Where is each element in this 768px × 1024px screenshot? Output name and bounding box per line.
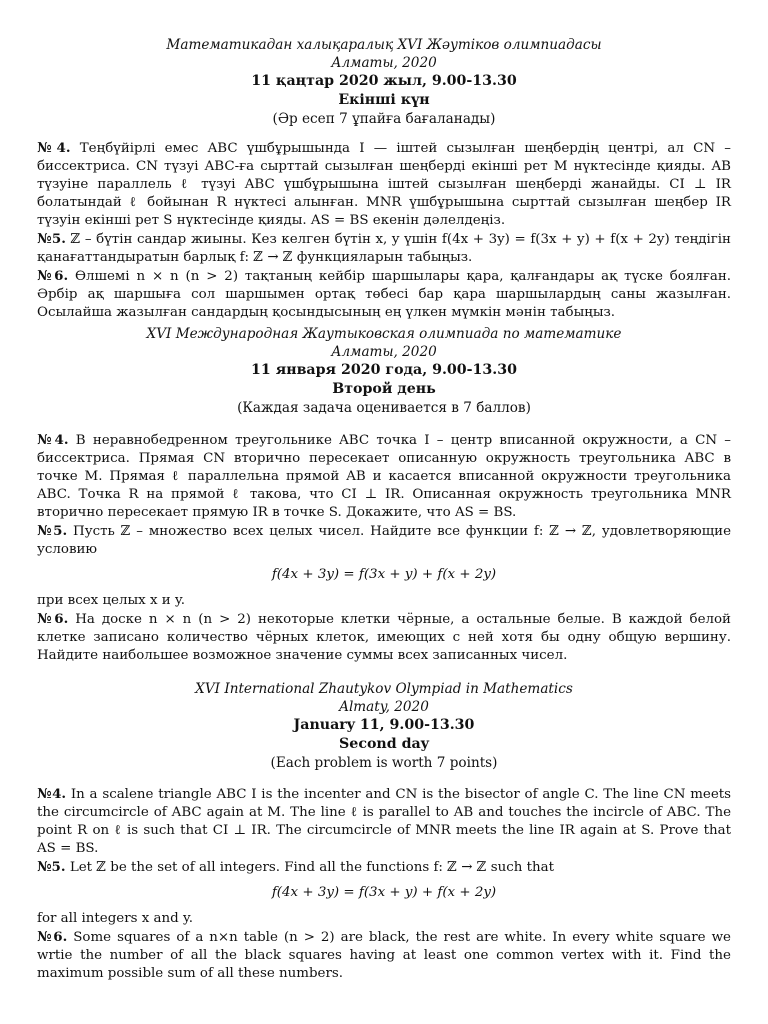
scoring-note: (Each problem is worth 7 points) bbox=[270, 755, 498, 771]
problem-number: №5. bbox=[37, 231, 66, 247]
olympiad-title: Математикадан халықаралық XVI Жәутіков олимпиадасы bbox=[166, 37, 602, 53]
problem-number: №5. bbox=[37, 523, 68, 539]
olympiad-title: XVI International Zhautykov Olympiad in Mathematics bbox=[195, 681, 573, 697]
page bbox=[37, 36, 731, 983]
problem-text: На доске n × n (n > 2) некоторые клетки чёрные, а остальные белые. В каждой белой клетке записано количество чёрных клеток, имеющих с ней хотя бы одну общую вершину. Найдите наибольшее возможное значение суммы всех записанных чисел. bbox=[37, 612, 731, 663]
problem-number: №4. bbox=[37, 432, 69, 448]
problem-text: Өлшемі n × n (n > 2) тақтаның кейбір шаршылары қара, қалғандары ақ түске боялған. Әрбір ақ шаршыға сол шаршымен ортақ төбесі бар қара шаршылардың саны жазылған. Осылайша жазылған сандардың қосындысының ең үлкен мүмкін мәнін табыңыз. bbox=[37, 269, 731, 320]
section-header bbox=[37, 325, 731, 418]
problem-number: №4. bbox=[37, 140, 71, 156]
problem-list bbox=[37, 785, 731, 983]
problem-4 bbox=[37, 431, 731, 522]
problem-5 bbox=[37, 858, 731, 877]
section-english bbox=[37, 680, 731, 983]
problem-4 bbox=[37, 785, 731, 858]
problem-number: №6. bbox=[37, 929, 68, 945]
problem-5 bbox=[37, 230, 731, 267]
location: Алматы, 2020 bbox=[331, 344, 437, 360]
problem-text: ℤ – бүтін сандар жиыны. Кез келген бүтін x, y үшін f(4x + 3y) = f(3x + y) + f(x + 2y) теңдігін қанағаттандыратын барлық f: ℤ → ℤ функцияларын табыңыз. bbox=[37, 232, 731, 265]
problem-number: №5. bbox=[37, 859, 66, 875]
problem-list bbox=[37, 139, 731, 322]
location: Almaty, 2020 bbox=[339, 699, 429, 715]
date-time: 11 қаңтар 2020 жыл, 9.00-13.30 bbox=[251, 73, 517, 89]
problem-text: В неравнобедренном треугольнике ABC точка I – центр вписанной окружности, а CN – биссектриса. Прямая CN вторично пересекает описанную окружность треугольника ABC в точке M. Прямая ℓ параллельна прямой AB и касается вписанной окружности треугольника ABC. Точка R на прямой ℓ такова, что CI ⊥ IR. Описанная окружность треугольника MNR вторично пересекает прямую IR в точке S. Докажите, что AS = BS. bbox=[37, 433, 732, 520]
problem-text: Теңбүйірлі емес ABC үшбұрышында I — іштей сызылған шеңбердің центрі, ал CN – биссектриса. CN түзуі ABC-ға сырттай сызылған шеңберді екінші рет M нүктесінде қияды. AB түзуіне параллель ℓ түзуі ABC үшбұрышына іштей сызылған шеңберді жанайды. CI ⊥ IR болатындай ℓ бойынан R нүктесі алынған. MNR үшбұрышына сырттай сызылған шеңбер IR түзуін екінші рет S нүктесінде қияды. AS = BS екенін дәлелдеңіз. bbox=[37, 141, 731, 228]
section-header bbox=[37, 680, 731, 773]
problem-6 bbox=[37, 928, 731, 983]
problem-5 bbox=[37, 522, 731, 559]
problem-4 bbox=[37, 139, 731, 230]
day-title: Second day bbox=[339, 736, 429, 752]
problem-text: Let ℤ be the set of all integers. Find all the functions f: ℤ → ℤ such that bbox=[69, 860, 554, 875]
scoring-note: (Каждая задача оценивается в 7 баллов) bbox=[237, 400, 531, 416]
problem-text: Some squares of a n×n table (n > 2) are black, the rest are white. In every white square we wrtie the number of all the black squares having at least one common vertex with it. Find the maximum possible sum of all these numbers. bbox=[37, 930, 731, 981]
problem-list bbox=[37, 431, 731, 665]
date-time: January 11, 9.00-13.30 bbox=[293, 717, 475, 733]
olympiad-title: XVI Международная Жаутыковская олимпиада по математике bbox=[146, 326, 622, 342]
problem-6 bbox=[37, 267, 731, 322]
problem-text: In a scalene triangle ABC I is the incenter and CN is the bisector of angle C. The line CN meets the circumcircle of ABC again at M. The line ℓ is parallel to AB and touches the incircle of ABC. The point R on ℓ is such that CI ⊥ IR. The circumcircle of MNR meets the line IR again at S. Prove that AS = BS. bbox=[37, 787, 731, 856]
scoring-note: (Әр есеп 7 ұпайға бағаланады) bbox=[272, 111, 496, 127]
day-title: Второй день bbox=[332, 381, 436, 397]
section-header bbox=[37, 36, 731, 129]
problem-number: №4. bbox=[37, 786, 67, 802]
section-kazakh bbox=[37, 36, 731, 322]
date-time: 11 января 2020 года, 9.00-13.30 bbox=[251, 362, 517, 378]
section-russian bbox=[37, 325, 731, 665]
problem-5-condition: for all integers x and y. bbox=[37, 911, 194, 926]
problem-number: №6. bbox=[37, 268, 69, 284]
functional-equation: f(4x + 3y) = f(3x + y) + f(x + 2y) bbox=[271, 885, 497, 900]
problem-5-condition: при всех целых x и y. bbox=[37, 593, 185, 608]
problem-6 bbox=[37, 610, 731, 665]
problem-text: Пусть ℤ – множество всех целых чисел. Найдите все функции f: ℤ → ℤ, удовлетворяющие условию bbox=[37, 524, 731, 557]
functional-equation: f(4x + 3y) = f(3x + y) + f(x + 2y) bbox=[271, 567, 497, 582]
day-title: Екінші күн bbox=[338, 92, 430, 108]
problem-number: №6. bbox=[37, 611, 69, 627]
location: Алматы, 2020 bbox=[331, 55, 437, 71]
